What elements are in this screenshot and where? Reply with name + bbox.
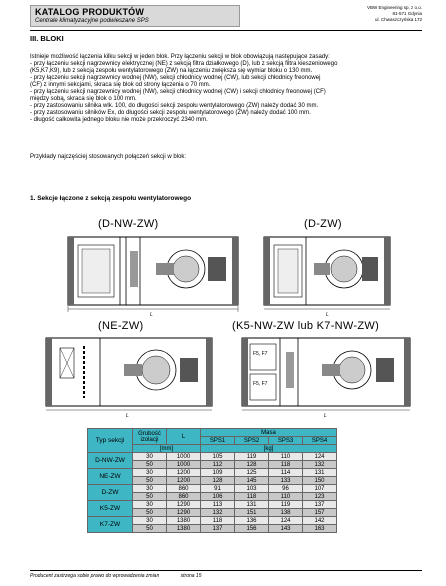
filter-label-bottom: F5, F7 [253, 381, 268, 387]
examples-label: Przykłady najczęściej stosowanych połączeń sekcji w blok: [30, 154, 187, 160]
dimension-label-L: L [126, 413, 129, 419]
cell: 125 [235, 469, 269, 477]
intro-line: między sobą, skraca się blok o 100 mm. [30, 96, 137, 102]
section-title: III. BLOKI [30, 34, 64, 43]
cell: 30 [133, 485, 167, 493]
page-number: strona 15 [180, 573, 202, 579]
row-type: D-ZW [88, 485, 133, 501]
company-info [367, 5, 422, 23]
intro-line: (CF) z innymi sekcjami, skraca się blok od strony łączenia o 70 mm. [30, 82, 211, 88]
unit-diagram-k-nw-zw [236, 334, 416, 420]
unit-diagram-d-nw-zw [60, 233, 246, 319]
cell: 136 [235, 517, 269, 525]
cell: 132 [201, 509, 235, 517]
cell: 143 [269, 525, 303, 533]
row-type: NE-ZW [88, 469, 133, 485]
cell: 131 [303, 469, 337, 477]
cell: 157 [303, 509, 337, 517]
cell: 30 [133, 469, 167, 477]
table-row [88, 517, 337, 525]
cell: 107 [303, 485, 337, 493]
cell: 118 [201, 517, 235, 525]
catalog-title: KATALOG PRODUKTÓW [35, 7, 145, 17]
col-header-mass: Masa [201, 429, 337, 437]
cell: 118 [269, 461, 303, 469]
catalog-subtitle: Centrale klimatyzacyjne podwieszane SPS [35, 18, 149, 24]
cell: 1200 [167, 477, 201, 485]
intro-line: - przy łączeniu sekcji nagrzewnicy wodnej (NW), sekcji chłodnicy wodnej (CW), lub sekcji chłodnicy freonowej [30, 75, 321, 81]
cell: 132 [303, 461, 337, 469]
dimension-label-L: L [326, 312, 329, 318]
cell: 50 [133, 493, 167, 501]
cell: 1290 [167, 509, 201, 517]
diagram-label-ne-zw: (NE-ZW) [98, 320, 144, 332]
cell: 156 [235, 525, 269, 533]
col-header-sps2: SPS2 [235, 437, 269, 445]
col-header-sps3: SPS3 [269, 437, 303, 445]
cell: 114 [269, 469, 303, 477]
cell: 133 [269, 477, 303, 485]
cell: 124 [303, 453, 337, 461]
intro-line: - przy łączeniu sekcji nagrzewnicy elektrycznej (NE) z sekcją filtra działkowego (D), lub z sekcją filtra kieszeniowego [30, 61, 338, 67]
cell: 105 [201, 453, 235, 461]
cell: 1290 [167, 501, 201, 509]
unit-kg: [kg] [201, 445, 337, 453]
table-row [88, 469, 337, 477]
cell: 50 [133, 525, 167, 533]
cell: 103 [235, 485, 269, 493]
col-header-type: Typ sekcji [88, 429, 133, 453]
cell: 113 [201, 501, 235, 509]
row-type: K5-ZW [88, 501, 133, 517]
cell: 123 [303, 493, 337, 501]
cell: 119 [269, 501, 303, 509]
col-header-thickness: Grubość izolacji [133, 429, 167, 445]
company-street: ul. Chwaszczyńska 172 [374, 17, 422, 22]
cell: 163 [303, 525, 337, 533]
cell: 50 [133, 509, 167, 517]
cell: 30 [133, 517, 167, 525]
header-divider [30, 30, 422, 31]
cell: 131 [235, 501, 269, 509]
cell: 142 [303, 517, 337, 525]
cell: 151 [235, 509, 269, 517]
dimension-label-L: L [150, 312, 153, 318]
col-header-sps4: SPS4 [303, 437, 337, 445]
diagram-label-k-nw-zw: (K5-NW-ZW lub K7-NW-ZW) [232, 320, 380, 332]
footer-divider [30, 570, 422, 571]
intro-paragraph [30, 54, 422, 124]
cell: 30 [133, 501, 167, 509]
intro-line: Istnieje możliwość łączenia kilku sekcji w jeden blok. Przy łączeniu sekcji w blok obowiązują następujące zasady: [30, 54, 330, 60]
cell: 150 [303, 477, 337, 485]
cell: 124 [269, 517, 303, 525]
cell: 137 [303, 501, 337, 509]
intro-line: - długość całkowita jednego bloku nie może przekroczyć 2340 mm. [30, 117, 208, 123]
unit-diagram-ne-zw [40, 334, 220, 420]
cell: 50 [133, 477, 167, 485]
unit-diagram-d-zw [258, 233, 398, 319]
cell: 109 [201, 469, 235, 477]
cell: 860 [167, 493, 201, 501]
table-row [88, 501, 337, 509]
dimension-label-L: L [324, 413, 327, 419]
cell: 145 [235, 477, 269, 485]
intro-line: - przy łączeniu sekcji nagrzewnicy wodnej (NW), sekcji chłodnicy wodnej (CW) i sekcji chłodnicy freonowej (CF) [30, 89, 326, 95]
row-type: K7-ZW [88, 517, 133, 533]
footer-note: Producent zastrzega sobie prawo do wprowadzenia zmian [30, 573, 160, 579]
unit-mm: [mm] [133, 445, 201, 453]
cell: 50 [133, 461, 167, 469]
row-type: D-NW-ZW [88, 453, 133, 469]
cell: 1380 [167, 517, 201, 525]
cell: 112 [201, 461, 235, 469]
cell: 110 [269, 493, 303, 501]
company-city: 81-571 Gdynia [392, 11, 422, 16]
cell: 860 [167, 485, 201, 493]
cell: 138 [269, 509, 303, 517]
cell: 30 [133, 453, 167, 461]
cell: 1000 [167, 461, 201, 469]
cell: 128 [235, 461, 269, 469]
page-header [30, 5, 422, 29]
specification-table [87, 428, 337, 533]
diagram-label-d-nw-zw: (D-NW-ZW) [98, 218, 159, 230]
filter-label-top: F5, F7 [253, 351, 268, 357]
diagram-label-d-zw: (D-ZW) [304, 218, 342, 230]
company-name: VBW Engineering sp. z o.o. [366, 5, 422, 10]
cell: 128 [201, 477, 235, 485]
intro-line: - przy zastosowaniu silnika wlk. 100, do długości sekcji zespołu wentylatorowego (ZW) należy dodać 30 mm. [30, 103, 319, 109]
subsection-title: 1. Sekcje łączone z sekcją zespołu wentylatorowego [30, 195, 192, 202]
page-footer [30, 573, 202, 579]
col-header-L: L [167, 429, 201, 445]
cell: 110 [269, 453, 303, 461]
table-row [88, 453, 337, 461]
intro-line: - przy zastosowaniu silników Ex, do długości sekcji zespołu wentylatorowego (ZW) należy dodać 100 mm. [30, 110, 311, 116]
intro-line: (K5,K7,K9), lub z sekcją zespołu wentylatorowego (ZW) na łączeniu zwiększa się wymiar bloku o 130 mm. [30, 68, 313, 74]
cell: 91 [201, 485, 235, 493]
cell: 137 [201, 525, 235, 533]
cell: 119 [235, 453, 269, 461]
cell: 1000 [167, 453, 201, 461]
cell: 106 [201, 493, 235, 501]
cell: 1380 [167, 525, 201, 533]
cell: 96 [269, 485, 303, 493]
cell: 118 [235, 493, 269, 501]
header-title-box [30, 5, 240, 27]
table-row [88, 485, 337, 493]
col-header-sps1: SPS1 [201, 437, 235, 445]
cell: 1200 [167, 469, 201, 477]
